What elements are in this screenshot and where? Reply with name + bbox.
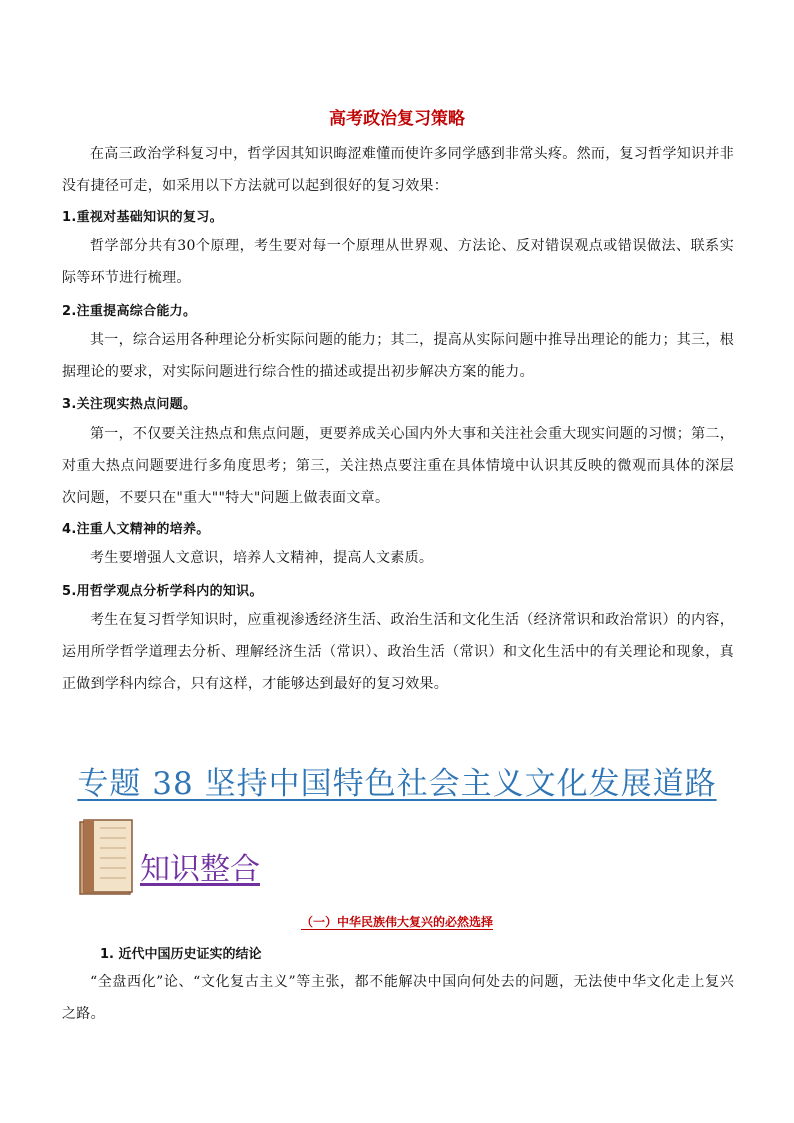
strategy-body-3: 第一，不仅要关注热点和焦点问题，更要养成关心国内外大事和关注社会重大现实问题的习惯；第二，对重大热点问题要进行多角度思考；第三，关注热点要注重在具体情境中认识其反映的微观而具体的深层次问题，不要只在"重大""特大"问题上做表面文章。	[62, 426, 734, 506]
strategy-heading-5: 5.用哲学观点分析学科内的知识。	[62, 584, 263, 599]
subheading: 1. 近代中国历史证实的结论	[100, 947, 262, 962]
strategy-body-5: 考生在复习哲学知识时，应重视渗透经济生活、政治生活和文化生活（经济常识和政治常识）的内容，运用所学哲学道理去分析、理解经济生活（常识）、政治生活（常识）和文化生活中的有关理论和现象，真正做到学科内综合，只有这样，才能够达到最好的复习效果。	[62, 612, 734, 692]
strategy-body-2: 其一，综合运用各种理论分析实际问题的能力；其二，提高从实际问题中推导出理论的能力；其三，根据理论的要求，对实际问题进行综合性的描述或提出初步解决方案的能力。	[62, 332, 734, 380]
strategy-heading-4: 4.注重人文精神的培养。	[62, 522, 210, 537]
strategy-heading-2: 2.注重提高综合能力。	[62, 304, 197, 319]
knowledge-banner	[78, 818, 338, 898]
strategy-title: 高考政治复习策略	[329, 109, 465, 129]
strategy-heading-1: 1.重视对基础知识的复习。	[62, 210, 223, 225]
knowledge-label: 知识整合	[140, 852, 260, 887]
book-icon	[78, 818, 134, 896]
topic-title: 专题 38 坚持中国特色社会主义文化发展道路	[77, 766, 717, 802]
strategy-body-4: 考生要增强人文意识，培养人文精神，提高人文素质。	[90, 550, 434, 566]
section-title: （一）中华民族伟大复兴的必然选择	[300, 915, 493, 929]
topic-body: “全盘西化”论、“文化复古主义”等主张，都不能解决中国向何处去的问题，无法使中华文化走上复兴之路。	[62, 974, 734, 1022]
strategy-heading-3: 3.关注现实热点问题。	[62, 397, 197, 412]
strategy-body-1: 哲学部分共有30个原理，考生要对每一个原理从世界观、方法论、反对错误观点或错误做法、联系实际等环节进行梳理。	[62, 238, 734, 286]
intro-paragraph: 在高三政治学科复习中，哲学因其知识晦涩难懂而使许多同学感到非常头疼。然而，复习哲学知识并非没有捷径可走，如采用以下方法就可以起到很好的复习效果：	[62, 146, 734, 194]
